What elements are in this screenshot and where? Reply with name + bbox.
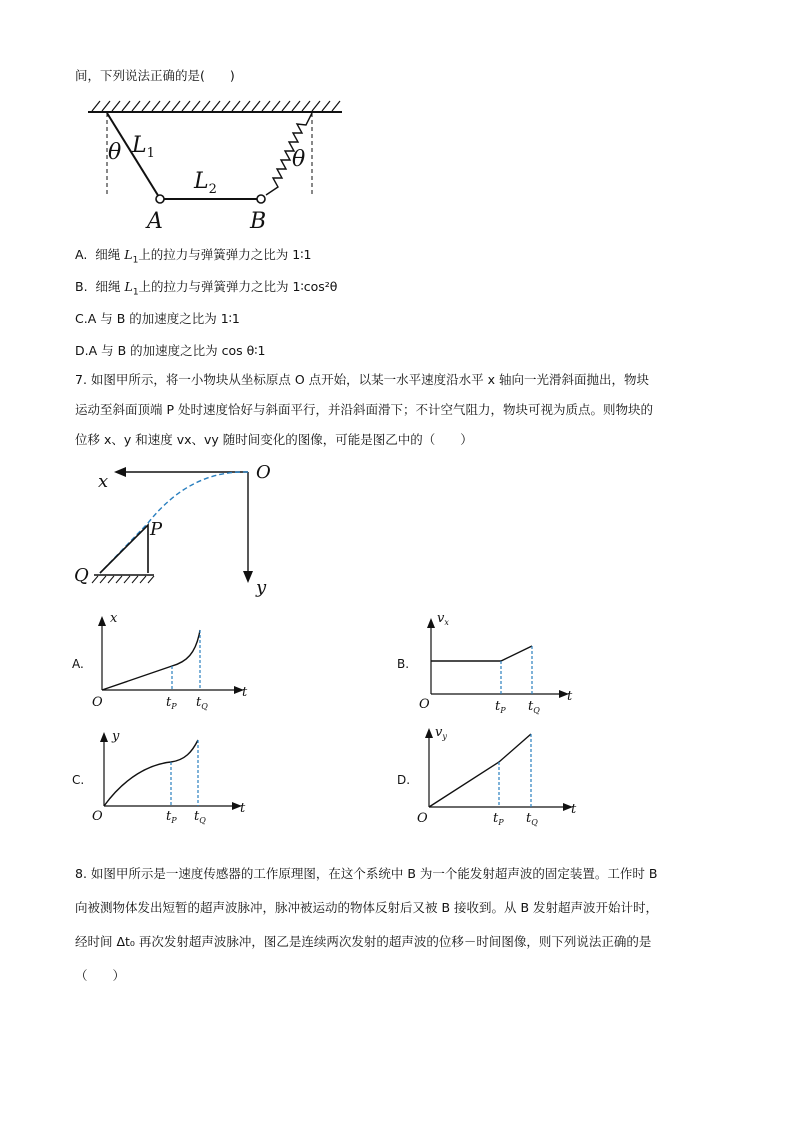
graph-d-y-arrow — [425, 728, 433, 738]
q8-stem — [75, 857, 725, 993]
q8-line-3: 经时间 Δt₀ 再次发射超声波脉冲，图乙是连续两次发射的超声波的位移－时间图像，则下列说法正确的是 — [75, 934, 652, 949]
q8-line-1: 8. 如图甲所示是一速度传感器的工作原理图，在这个系统中 B 为一个能发射超声波的固定装置。工作时 B — [75, 866, 658, 881]
graph-c — [70, 722, 270, 832]
q8-line-4: （ ） — [75, 968, 126, 983]
ground-hatch — [92, 576, 154, 583]
label-B: B — [250, 209, 267, 234]
graph-a-origin: O — [92, 695, 103, 710]
q7-line-2: 运动至斜面顶端 P 处时速度恰好与斜面平行，并沿斜面滑下；不计空气阻力，物块可视为质点。则物块的 — [75, 402, 653, 417]
q7-stem — [75, 365, 725, 455]
graph-c-t-label: t — [240, 801, 246, 816]
label-L2: $L_2$ — [194, 169, 217, 197]
graph-a-tQ: $t_Q$ — [196, 695, 208, 711]
graph-d-curve — [429, 734, 531, 807]
graph-d-axis-label: $v_y$ — [435, 725, 447, 741]
graph-b-y-arrow — [427, 618, 435, 628]
option-c: C.A 与 B 的加速度之比为 1∶1 — [75, 311, 240, 326]
y-axis-arrow — [243, 571, 253, 583]
graph-c-tP: $t_P$ — [166, 809, 177, 825]
graph-b-curve — [431, 646, 532, 661]
label-theta-left: θ — [108, 140, 122, 165]
graph-d-t-label: t — [571, 802, 577, 817]
graph-c-tQ: $t_Q$ — [194, 809, 206, 825]
graph-b-tQ: $t_Q$ — [528, 699, 540, 715]
option-a: A. 细绳 $L_1$上的拉力与弹簧弹力之比为 1∶1 — [75, 247, 312, 266]
graph-b-t-label: t — [567, 689, 573, 704]
graph-c-y-arrow — [100, 732, 108, 742]
label-theta-right: θ — [292, 147, 306, 172]
graph-d-label: D. — [397, 773, 411, 787]
graph-b-origin: O — [419, 697, 430, 712]
graph-c-label: C. — [72, 773, 85, 787]
q6-stem-tail: 间，下列说法正确的是( ) — [75, 68, 235, 83]
ceiling — [88, 101, 342, 112]
graph-c-curve — [104, 740, 198, 806]
label-O: O — [256, 462, 271, 483]
q7-line-3: 位移 x、y 和速度 vx、vy 随时间变化的图像，可能是图乙中的（ ） — [75, 432, 473, 447]
label-A: A — [147, 209, 163, 234]
graph-b-axis-label: $v_x$ — [437, 611, 449, 627]
graph-a — [70, 608, 270, 718]
graph-d — [395, 722, 595, 832]
graph-c-origin: O — [92, 809, 103, 824]
label-P: P — [150, 519, 163, 540]
graph-a-y-arrow — [98, 616, 106, 626]
graph-a-curve — [102, 630, 200, 690]
q6-figure — [80, 95, 350, 235]
ceiling-hatch — [92, 101, 340, 111]
q8-line-2: 向被测物体发出短暂的超声波脉冲，脉冲被运动的物体反射后又被 B 接收到。从 B 发射超声波开始计时， — [75, 900, 659, 915]
incline — [100, 525, 148, 573]
ball-A — [156, 195, 164, 203]
label-L1: $L_1$ — [132, 133, 155, 161]
label-x: x — [98, 471, 109, 492]
q7-figure — [70, 455, 290, 600]
graph-b-label: B. — [397, 657, 410, 671]
label-y: y — [256, 577, 267, 598]
graph-d-origin: O — [417, 811, 428, 826]
ball-B — [257, 195, 265, 203]
graph-b-tP: $t_P$ — [495, 699, 506, 715]
graph-d-tQ: $t_Q$ — [526, 811, 538, 827]
graph-a-label: A. — [72, 657, 84, 671]
option-b: B. 细绳 $L_1$上的拉力与弹簧弹力之比为 1∶cos²θ — [75, 279, 338, 298]
q7-line-1: 7. 如图甲所示，将一小物块从坐标原点 O 点开始，以某一水平速度沿水平 x 轴向一光滑斜面抛出，物块 — [75, 372, 650, 387]
graph-a-t-label: t — [242, 685, 248, 700]
x-axis-arrow — [114, 467, 126, 477]
label-Q: Q — [74, 565, 89, 586]
graph-a-tP: $t_P$ — [166, 695, 177, 711]
trajectory-dashed — [100, 472, 248, 573]
graph-d-tP: $t_P$ — [493, 811, 504, 827]
option-d: D.A 与 B 的加速度之比为 cos θ∶1 — [75, 343, 266, 358]
graph-b — [395, 608, 595, 718]
graph-c-axis-label: y — [112, 729, 120, 744]
graph-a-axis-label: x — [110, 611, 118, 626]
